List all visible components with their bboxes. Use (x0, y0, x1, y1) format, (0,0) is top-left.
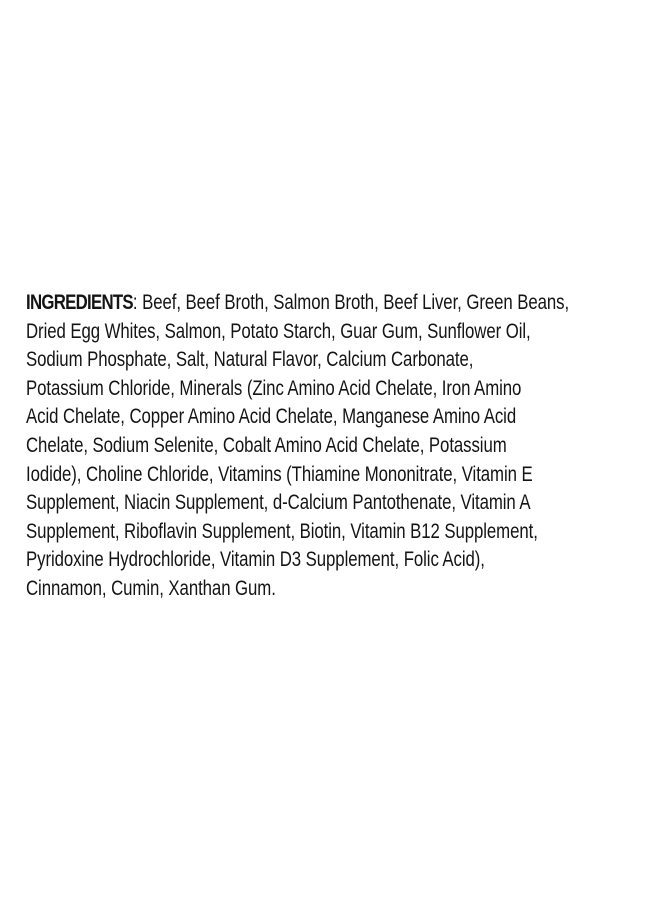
ingredients-line: Cinnamon, Cumin, Xanthan Gum. (26, 576, 276, 600)
ingredients-line: Chelate, Sodium Selenite, Cobalt Amino Acid Chelate, Potassium (26, 433, 507, 457)
ingredients-line: Supplement, Riboflavin Supplement, Biotin, Vitamin B12 Supplement, (26, 519, 538, 543)
ingredients-line: Sodium Phosphate, Salt, Natural Flavor, Calcium Carbonate, (26, 348, 474, 372)
ingredients-line-text: : Beef, Beef Broth, Salmon Broth, Beef Liver, Green Beans, (132, 291, 570, 314)
ingredients-heading: INGREDIENTS (26, 291, 133, 314)
ingredients-line: Potassium Chloride, Minerals (Zinc Amino Acid Chelate, Iron Amino (26, 376, 522, 400)
ingredients-paragraph (26, 289, 634, 604)
ingredients-line: Pyridoxine Hydrochloride, Vitamin D3 Supplement, Folic Acid), (26, 548, 485, 572)
ingredients-line (26, 289, 634, 318)
ingredients-line: Supplement, Niacin Supplement, d-Calcium Pantothenate, Vitamin A (26, 491, 531, 515)
ingredients-line: Acid Chelate, Copper Amino Acid Chelate, Manganese Amino Acid (26, 405, 517, 429)
ingredients-line: Dried Egg Whites, Salmon, Potato Starch, Guar Gum, Sunflower Oil, (26, 319, 531, 343)
ingredients-line: Iodide), Choline Chloride, Vitamins (Thiamine Mononitrate, Vitamin E (26, 462, 533, 486)
